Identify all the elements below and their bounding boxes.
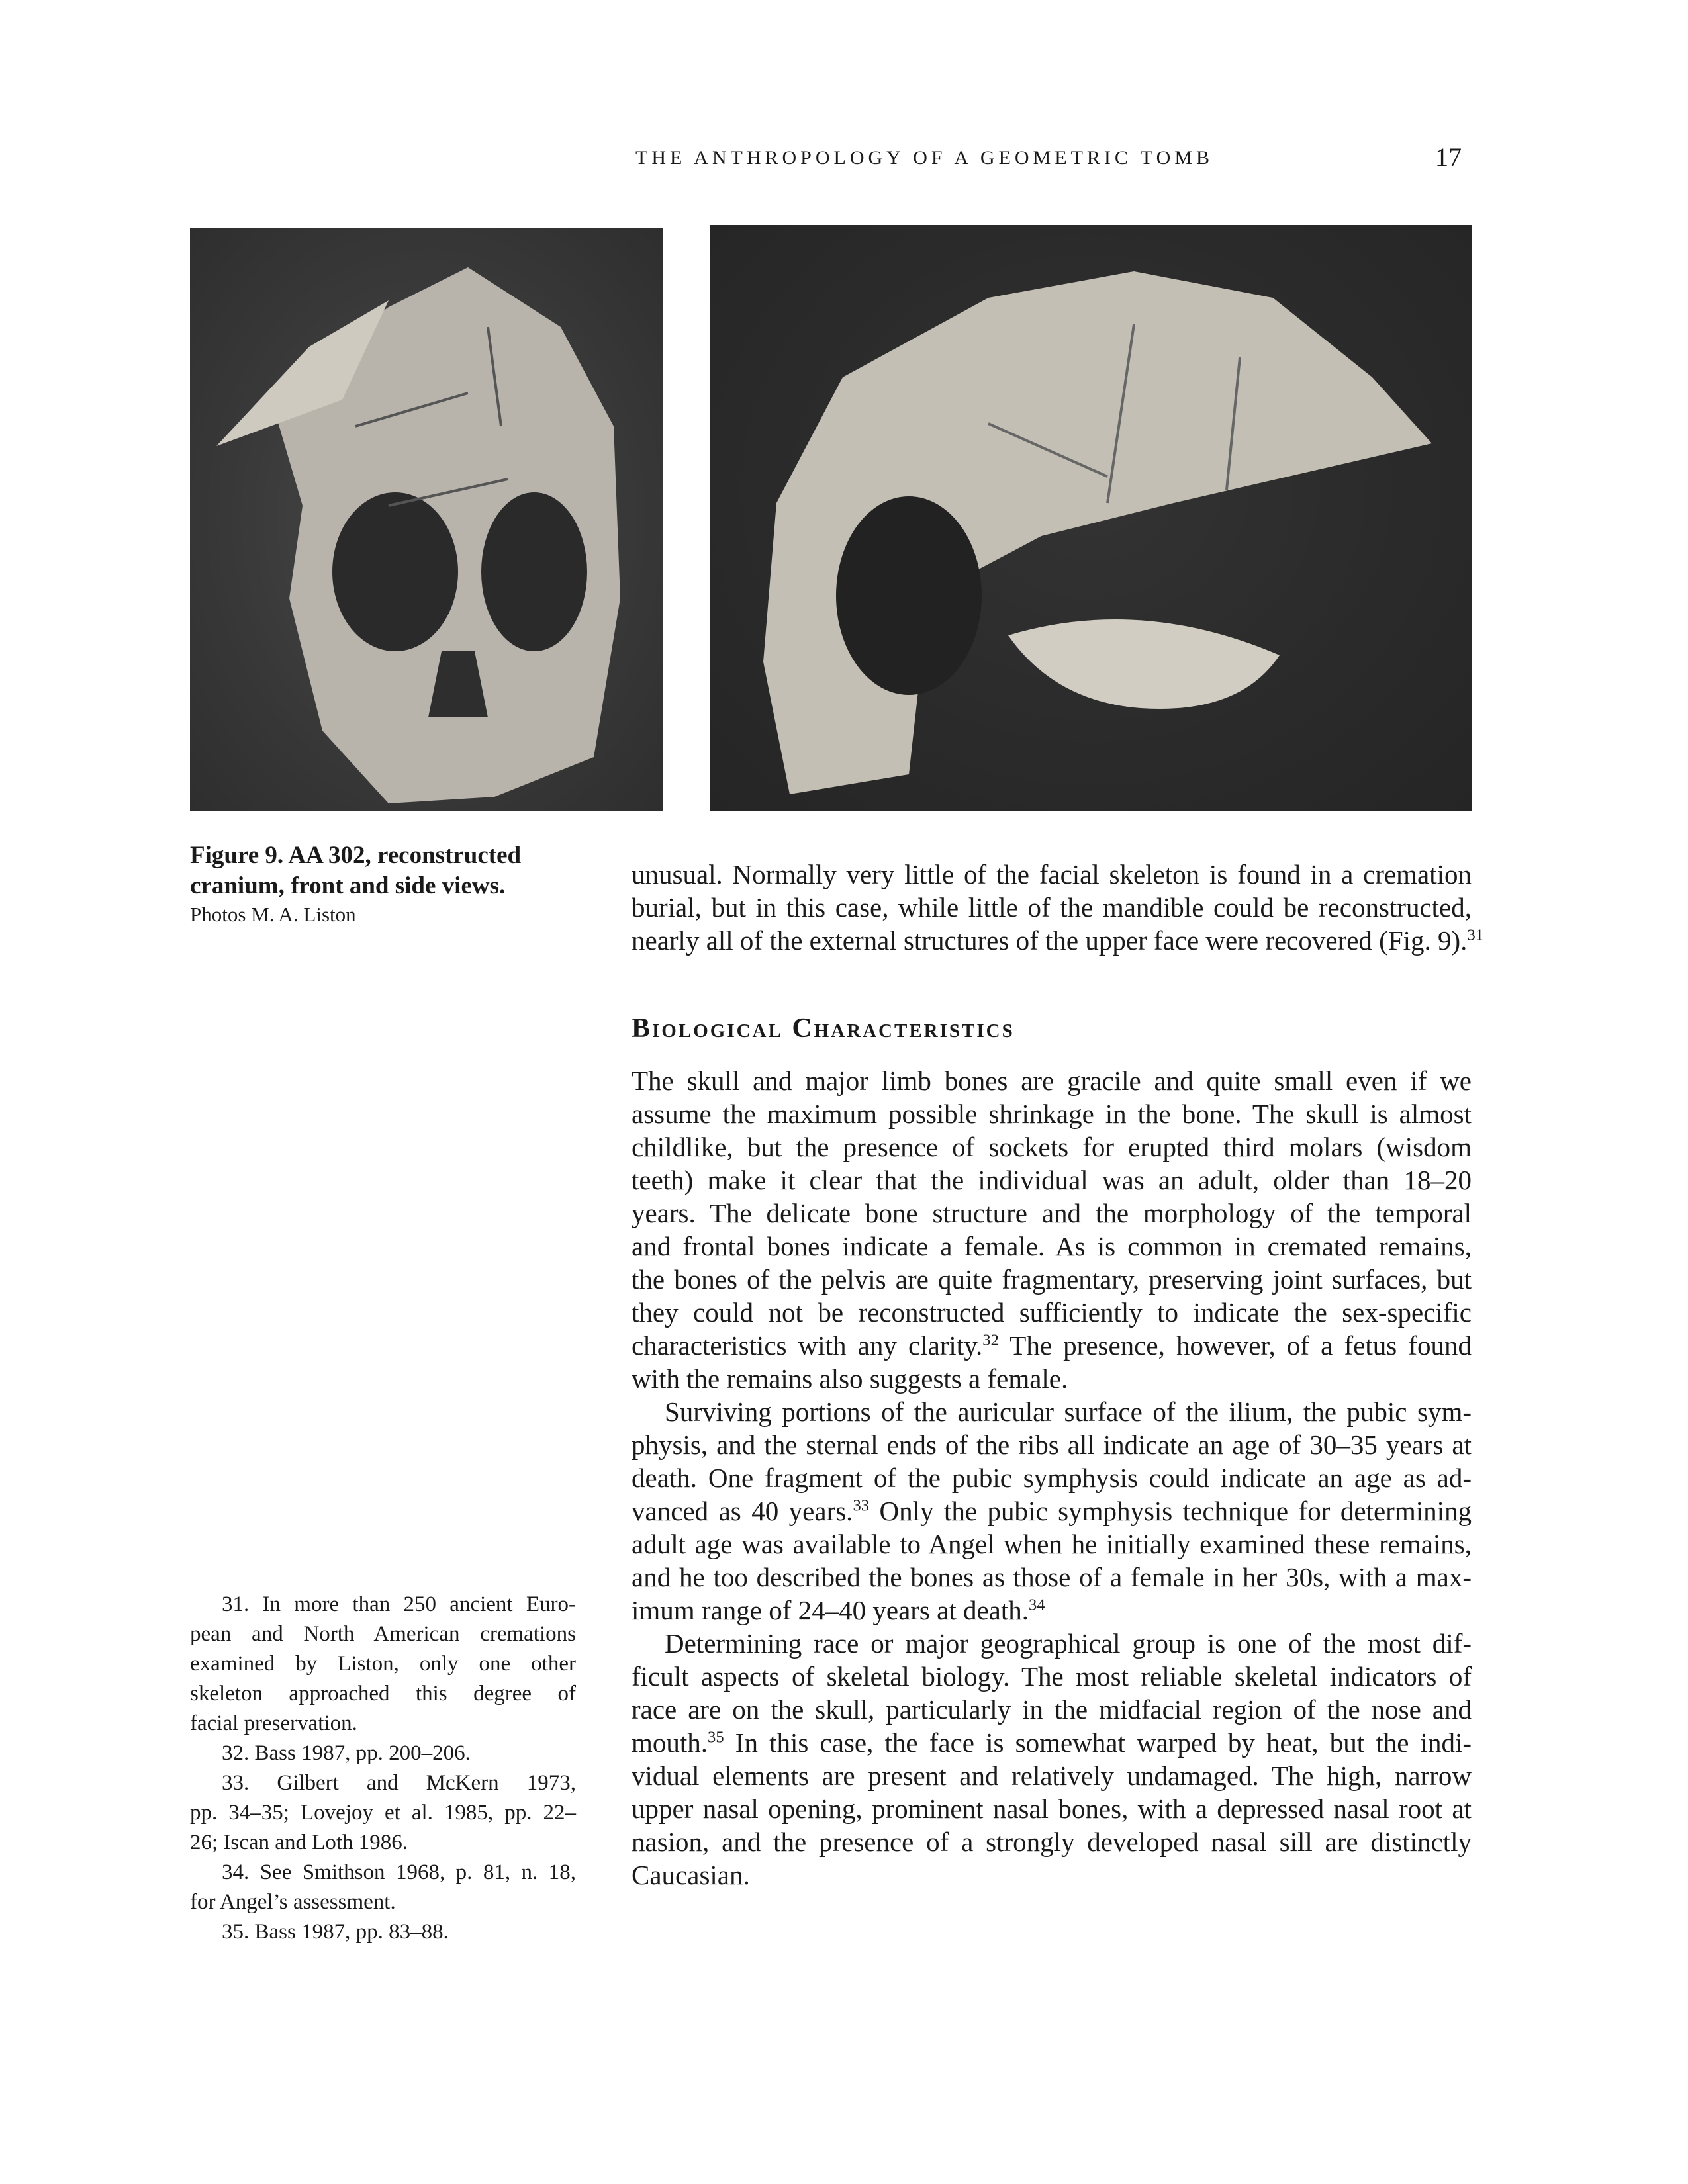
footnote [190,1590,576,1739]
text-run: nasion, and the presence of a strongly developed nasal sill are distinctly [632,1827,1472,1857]
footnote-line [190,1709,576,1739]
text-line [632,1726,1472,1759]
text-run: for Angel’s assessment. [190,1890,396,1914]
text-line [632,1494,1472,1527]
footnote-line [190,1888,576,1917]
text-line [632,1428,1472,1461]
text-line [632,1825,1472,1858]
text-run: physis, and the sternal ends of the ribs all indicate an age of 30–35 years at [632,1430,1472,1460]
section-heading: Biological Characteristics [632,1013,1015,1044]
text-run: death. One fragment of the pubic symphysis could indicate an age as ad- [632,1463,1472,1493]
text-line [632,1329,1472,1362]
text-run: and frontal bones indicate a female. As is common in cremated remains, [632,1231,1472,1261]
text-line [632,1296,1472,1329]
text-run: Surviving portions of the auricular surface of the ilium, the pubic sym- [665,1396,1472,1427]
text-run: examined by Liston, only one other [190,1652,576,1676]
text-run: and he too described the bones as those of a female in her 30s, with a max- [632,1562,1472,1592]
text-run: characteristics with any clarity. [632,1330,983,1361]
text-run: race are on the skull, particularly in the midfacial region of the nose and [632,1694,1472,1725]
text-run: assume the maximum possible shrinkage in the bone. The skull is almost [632,1099,1472,1129]
text-run: pean and North American cremations [190,1622,576,1646]
text-run: 26; Iscan and Loth 1986. [190,1831,408,1854]
footnote-line [190,1768,576,1798]
footnote-ref: 33 [853,1496,870,1515]
text-line [632,891,1472,924]
footnote-line [190,1798,576,1828]
caption-line: cranium, front and side views. [190,872,506,899]
text-line [632,1163,1472,1197]
footnote [190,1739,576,1768]
text-run: Caucasian. [632,1860,750,1890]
paragraph [632,1627,1472,1891]
figure-9-side-view-photo [710,225,1472,811]
text-line [632,1594,1472,1627]
text-line [632,1461,1472,1494]
body-text [632,1064,1472,1891]
footnote-line [190,1619,576,1649]
text-line [632,1527,1472,1561]
text-run: In this case, the face is somewhat warped by heat, but the indi- [724,1727,1472,1758]
footnote [190,1917,576,1947]
text-run: unusual. Normally very little of the facial skeleton is found in a cremation [632,859,1472,889]
text-run: with the remains also suggests a female. [632,1363,1068,1394]
text-run: vanced as 40 years. [632,1496,853,1526]
text-line [632,1197,1472,1230]
text-line [632,858,1472,891]
text-line [632,1660,1472,1693]
footnote-ref: 34 [1029,1596,1045,1614]
text-run: skeleton approached this degree of [190,1682,576,1706]
text-line [632,1395,1472,1428]
figure-9-front-view-photo [190,228,663,811]
text-run: 35. Bass 1987, pp. 83–88. [222,1920,449,1944]
text-run: 33. Gilbert and McKern 1973, [222,1771,576,1795]
text-run: facial preservation. [190,1711,357,1735]
text-run: 34. See Smithson 1968, p. 81, n. 18, [222,1860,576,1884]
text-run: imum range of 24–40 years at death. [632,1595,1029,1625]
text-line [632,1362,1472,1395]
footnote [190,1768,576,1858]
text-run: 32. Bass 1987, pp. 200–206. [222,1741,471,1765]
footnote-line [190,1590,576,1619]
text-line [632,1792,1472,1825]
footnote-line [190,1739,576,1768]
footnote-line [190,1858,576,1888]
footnote-ref: 32 [982,1331,999,1349]
text-line [632,1097,1472,1130]
text-line [632,924,1484,957]
text-run: Only the pubic symphysis technique for determining [869,1496,1472,1526]
intro-paragraph [632,858,1484,957]
footnote-line [190,1828,576,1858]
text-run: adult age was available to Angel when he initially examined these remains, [632,1529,1472,1559]
photo-credit: Photos M. A. Liston [190,903,356,926]
footnote-line [190,1649,576,1679]
text-run: years. The delicate bone structure and the morphology of the temporal [632,1198,1472,1228]
running-head: THE ANTHROPOLOGY OF A GEOMETRIC TOMB [635,147,1213,169]
text-line [632,1759,1472,1792]
text-line [632,1230,1472,1263]
text-run: nearly all of the external structures of the upper face were recovered (Fig. 9). [632,925,1468,956]
text-run: the bones of the pelvis are quite fragmentary, preserving joint surfaces, but [632,1264,1472,1295]
figure-caption [190,841,587,928]
text-run: upper nasal opening, prominent nasal bones, with a depressed nasal root at [632,1794,1472,1824]
footnote-ref: 35 [708,1728,724,1747]
text-run: pp. 34–35; Lovejoy et al. 1985, pp. 22– [190,1801,576,1825]
text-line [632,1858,1472,1891]
footnotes [190,1590,576,1947]
text-run: they could not be reconstructed sufficiently to indicate the sex-specific [632,1297,1472,1328]
text-run: The presence, however, of a fetus found [998,1330,1472,1361]
footnote-line [190,1917,576,1947]
footnote-ref: 31 [1467,926,1484,944]
text-run: mouth. [632,1727,708,1758]
text-run: Determining race or major geographical group is one of the most dif- [665,1628,1472,1659]
text-run: childlike, but the presence of sockets for erupted third molars (wisdom [632,1132,1472,1162]
text-line [632,1130,1472,1163]
caption-line: Figure 9. AA 302, reconstructed [190,842,522,869]
page-number: 17 [1435,142,1462,172]
text-run: The skull and major limb bones are gracile and quite small even if we [632,1066,1472,1096]
text-line [632,1561,1472,1594]
text-run: ficult aspects of skeletal biology. The most reliable skeletal indicators of [632,1661,1472,1692]
paragraph [632,1064,1472,1395]
text-line [632,1064,1472,1097]
text-line [632,1263,1472,1296]
text-run: burial, but in this case, while little of the mandible could be reconstructed, [632,892,1472,923]
text-run: vidual elements are present and relatively undamaged. The high, narrow [632,1760,1472,1791]
text-line [632,1627,1472,1660]
text-run: 31. In more than 250 ancient Euro- [222,1592,576,1616]
text-run: teeth) make it clear that the individual was an adult, older than 18–20 [632,1165,1472,1195]
footnote [190,1858,576,1917]
text-line [632,1693,1472,1726]
paragraph [632,1395,1472,1627]
footnote-line [190,1679,576,1709]
